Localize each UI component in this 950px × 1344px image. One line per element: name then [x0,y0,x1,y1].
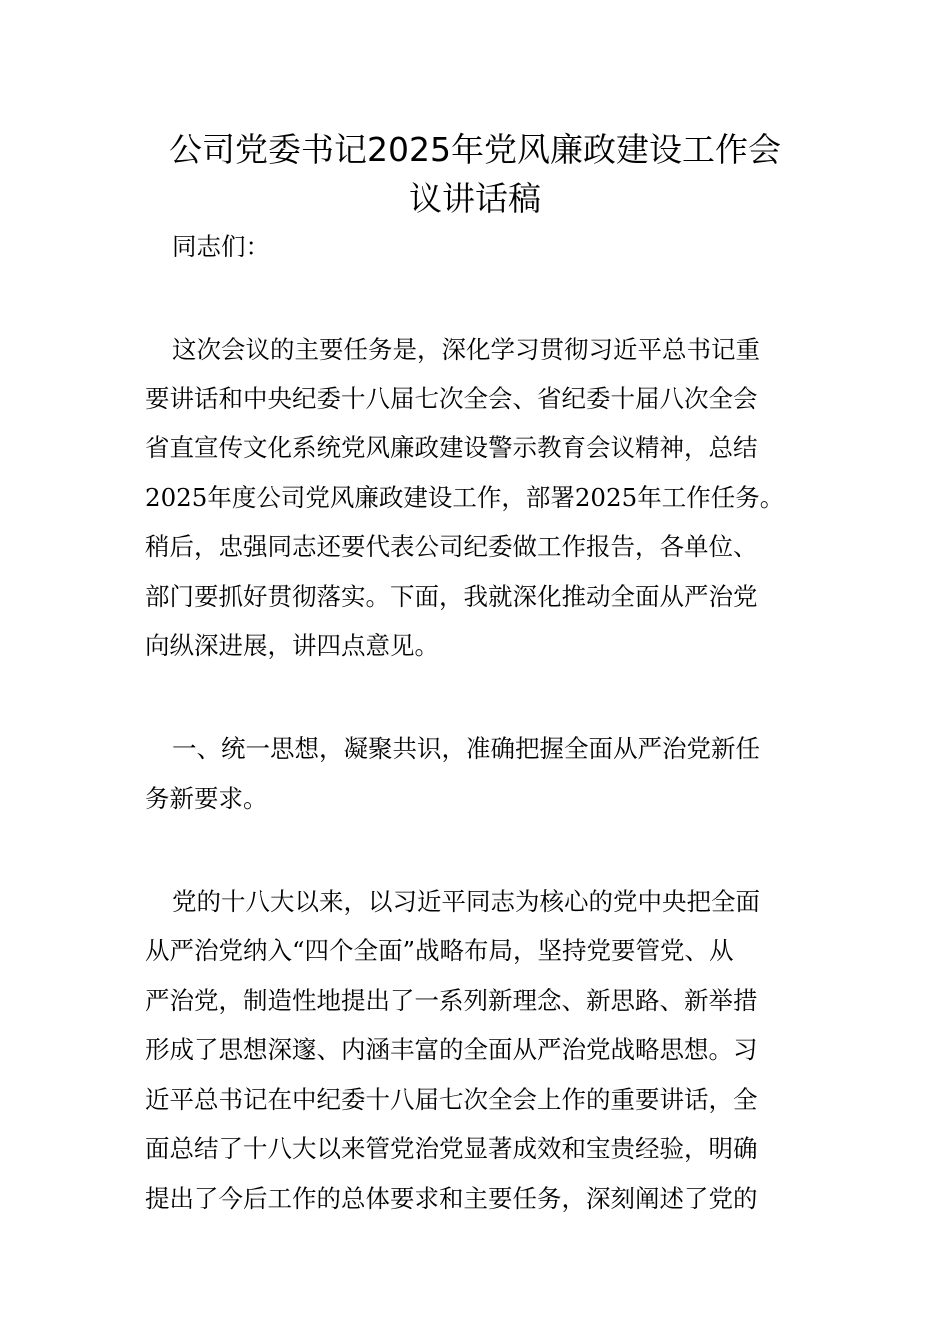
salutation: 同志们： [172,232,270,261]
paragraph-2-line-1: 党的十八大以来，以习近平同志为核心的党中央把全面 [172,887,760,916]
paragraph-1-line-2: 要讲话和中央纪委十八届七次全会、省纪委十届八次全会 [145,384,758,413]
document-title-line-1: 公司党委书记2025年党风廉政建设工作会 [169,130,781,169]
section-1-heading-line-2: 务新要求。 [145,784,268,813]
paragraph-2-line-4: 形成了思想深邃、内涵丰富的全面从严治党战略思想。习 [145,1035,758,1064]
section-1-heading-line-1: 一、统一思想，凝聚共识，准确把握全面从严治党新任 [172,734,760,763]
paragraph-1-line-7: 向纵深进展，讲四点意见。 [145,631,439,660]
paragraph-2-line-5: 近平总书记在中纪委十八届七次全会上作的重要讲话，全 [145,1085,758,1114]
paragraph-2-line-6: 面总结了十八大以来管党治党显著成效和宝贵经验，明确 [145,1134,758,1163]
paragraph-2-line-3: 严治党，制造性地提出了一系列新理念、新思路、新举措 [145,986,758,1015]
paragraph-2-line-7: 提出了今后工作的总体要求和主要任务，深刻阐述了党的 [145,1184,758,1213]
paragraph-1-line-3: 省直宣传文化系统党风廉政建设警示教育会议精神，总结 [145,433,758,462]
paragraph-1-line-5: 稍后，忠强同志还要代表公司纪委做工作报告，各单位、 [145,532,758,561]
document-title-line-2: 议讲话稿 [409,179,541,218]
paragraph-1-line-1: 这次会议的主要任务是，深化学习贯彻习近平总书记重 [172,335,760,364]
paragraph-1-line-6: 部门要抓好贯彻落实。下面，我就深化推动全面从严治党 [145,582,758,611]
paragraph-1-line-4: 2025年度公司党风廉政建设工作，部署2025年工作任务。 [145,483,785,512]
paragraph-2-line-2: 从严治党纳入“四个全面”战略布局，坚持党要管党、从 [145,936,734,965]
